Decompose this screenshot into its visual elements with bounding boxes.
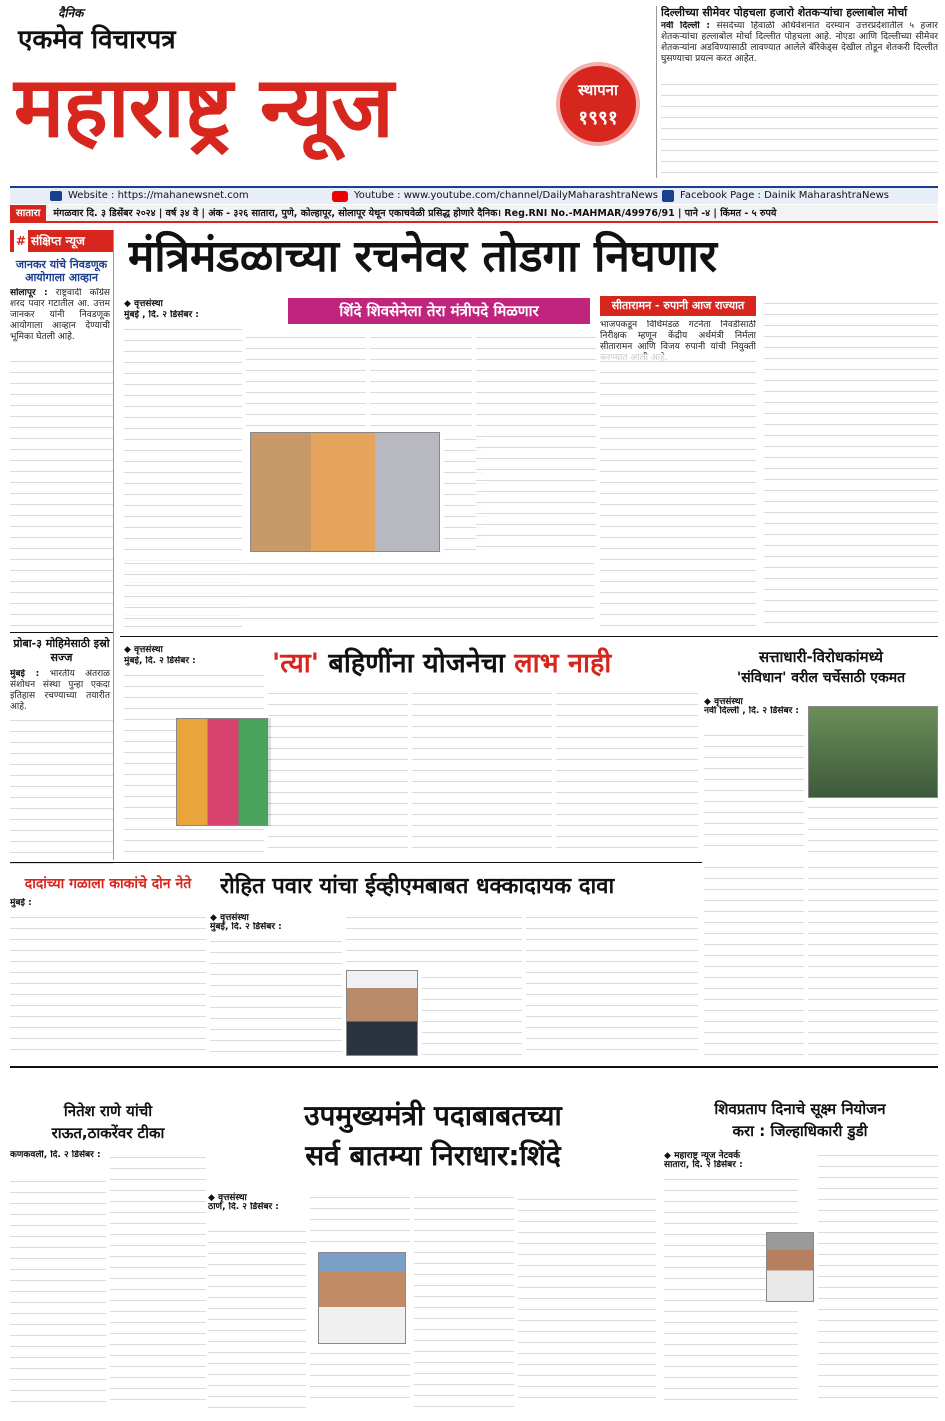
- samvidhan-column-4: [704, 860, 804, 1062]
- dateline-details: मंगळवार दि. ३ डिसेंबर २०२४ | वर्ष ३४ वे | अंक - ३२६ सातारा, पुणे, कोल्हापूर, सोलापूर येथून एकाचवेळी प्रसिद्ध होणारे दैनिक। Reg.RNI No.-MAHMAR/49976/91 | पाने -४ | किंमत - ५ रुपये: [53, 208, 777, 219]
- dada-headline: दादांच्या गळाला काकांचे दोन नेते: [24, 876, 192, 892]
- shinde-column-4: [414, 1190, 514, 1408]
- dada-dateline: मुंबई :: [10, 898, 32, 908]
- sitharaman-headline: सीतारामन - रुपानी आज राज्यात: [600, 296, 756, 316]
- rohit-dateline: मुंबई, दि. २ डिसेंबर :: [210, 922, 282, 932]
- scheme-column-3: [412, 686, 552, 856]
- bullet-icon: ◆: [124, 645, 135, 655]
- rohit-byline: ◆ वृत्तसंस्था: [210, 913, 249, 923]
- sidebar-story2-dateline: मुंबई :: [10, 669, 40, 679]
- facebook-icon: [662, 190, 674, 202]
- bullet-icon: ◆: [210, 913, 221, 923]
- website-text[interactable]: Website : https://mahanewsnet.com: [68, 190, 249, 201]
- sitharaman-body: भाजपकडून विधिमंडळ गटनेता निवडीसाठी निरीक्षक म्हणून केंद्रीय अर्थमंत्री निर्मला सीतारामन आणि विजय रुपानी यांची नियुक्ती: [600, 320, 756, 352]
- scheme-byline: ◆ वृत्तसंस्था: [124, 645, 163, 655]
- samvidhan-column-2: [808, 800, 938, 856]
- shinde-byline: ◆ वृत्तसंस्था: [208, 1193, 247, 1203]
- shivpratap-headline: [662, 1098, 938, 1142]
- rohit-headline: रोहित पवार यांचा ईव्हीएमबाबत धक्कादायक दावा: [220, 874, 615, 899]
- women-illustration: [176, 718, 271, 826]
- lead-headline: मंत्रिमंडळाच्या रचनेवर तोडगा निघणार: [128, 231, 718, 282]
- rohit-column-4: [526, 910, 698, 1058]
- shivpratap-byline: ◆ महाराष्ट्र न्यूज नेटवर्क: [664, 1151, 741, 1161]
- shivpratap-dateline: सातारा, दि. २ डिसेंबर :: [664, 1160, 743, 1170]
- shinde-headline-1: उपमुख्यमंत्री पदाबाबतच्या: [304, 1099, 562, 1132]
- bullet-icon: ◆: [124, 299, 135, 309]
- sidebar-label: # संक्षिप्त न्यूज: [10, 230, 113, 252]
- samvidhan-headline: [704, 646, 938, 688]
- parliament-photo: [808, 706, 938, 798]
- nitesh-column-1: [10, 1150, 106, 1408]
- shinde-column-2: [310, 1190, 410, 1250]
- shinde-headline-2: सर्व बातम्या निराधार:शिंदे: [305, 1139, 561, 1172]
- lead-column-wide: [124, 556, 594, 626]
- bullet-icon: ◆: [704, 697, 715, 707]
- scheme-dateline: मुंबई, दि. २ डिसेंबर :: [124, 656, 196, 666]
- hash-icon: #: [14, 230, 28, 252]
- rohit-column-3: [422, 970, 522, 1058]
- city-badge: सातारा: [10, 205, 46, 223]
- dateline-bar: [10, 205, 938, 223]
- rohit-column-1: [210, 922, 342, 1058]
- masthead: [0, 0, 650, 180]
- shivpratap-column-2: [818, 1148, 938, 1408]
- samvidhan-column-3: [808, 860, 938, 1062]
- lead-column-1: [124, 310, 242, 430]
- top-story-dateline: नवी दिल्ली :: [661, 21, 710, 31]
- scheme-headline: 'त्या' बहिणींना योजनेचा लाभ नाही: [272, 648, 612, 679]
- lead-column-2: [246, 330, 366, 430]
- youtube-text[interactable]: Youtube : www.youtube.com/channel/DailyMaharashtraNews: [354, 190, 658, 201]
- tagline: एकमेव विचारपत्र: [18, 25, 176, 55]
- nitesh-headline: [10, 1100, 206, 1144]
- dada-column-1: [10, 898, 206, 1058]
- sidebar-story2-body: भारतीय अंतराळ संशोधन संस्था पुन्हा एकदा इतिहास रचण्याच्या तयारीत आहे.: [10, 669, 110, 712]
- leaders-photo: [250, 432, 440, 552]
- registration-marks: [10, 1412, 938, 1420]
- lead-dateline: मुंबई , दि. २ डिसेंबर :: [124, 310, 199, 320]
- established-label: स्थापना: [578, 81, 618, 99]
- nitesh-headline-2: राऊत,ठाकरेंवर टीका: [51, 1124, 165, 1142]
- lead-byline: ◆ वृत्तसंस्था: [124, 299, 163, 309]
- shivpratap-headline-1: शिवप्रताप दिनाचे सूक्ष्म नियोजन: [714, 1100, 886, 1118]
- bullet-icon: ◆: [208, 1193, 219, 1203]
- top-story-body: संसदेच्या हिवाळी अधिवेशनात दरम्यान उत्तरप्रदेशातील ५ हजार शेतकऱ्यांचा हल्लाबोल मोर्चा दिल्लीत पोहचला आहे. नोएडा आणि दिल्लीच्या सीमेवर शेतकऱ्यांना अडविण्यासाठी लावण्यात आलेले बॅरिकेड्स देखील तोडून शेतकरी दिल्लीत घुसण्याचा प्रयत्न करत आहेत.: [661, 21, 938, 64]
- collector-photo: [766, 1232, 814, 1302]
- sitharaman-column-2: [764, 296, 938, 626]
- bullet-icon: ◆: [664, 1151, 675, 1161]
- nitesh-column-2: [110, 1150, 206, 1408]
- established-year: १९९१: [578, 107, 618, 129]
- samvidhan-headline-1: सत्ताधारी-विरोधकांमध्ये: [759, 648, 883, 666]
- masthead-title: महाराष्ट्र न्यूज: [14, 58, 393, 156]
- scheme-column-2: [268, 686, 408, 856]
- info-bar: [10, 186, 938, 204]
- sidebar-story2-headline: प्रोबा-३ मोहिमेसाठी इस्रो सज्ज: [13, 637, 110, 664]
- lead-column-4: [476, 330, 596, 550]
- sidebar-story1-headline: जानकर यांचे निवडणूक आयोगाला आव्हान: [15, 258, 108, 284]
- lead-column-3: [370, 330, 472, 430]
- facebook-text[interactable]: Facebook Page : Dainik MaharashtraNews: [680, 190, 889, 201]
- samvidhan-column-1: [704, 706, 804, 856]
- lead-subheadline: शिंदे शिवसेनेला तेरा मंत्रीपदे मिळणार: [288, 298, 590, 324]
- scheme-column-4: [556, 686, 698, 856]
- established-seal: [556, 62, 640, 146]
- nitesh-dateline: कणकवली, दि. २ डिसेंबर :: [10, 1150, 101, 1160]
- shinde-dateline: ठाणे, दि. २ डिसेंबर :: [208, 1202, 279, 1212]
- rohit-column-2: [346, 910, 522, 968]
- sidebar-story1-dateline: सोलापूर :: [10, 288, 48, 298]
- website-icon: [50, 191, 62, 201]
- rohit-photo: [346, 970, 418, 1056]
- samvidhan-headline-2: 'संविधान' वरील चर्चेसाठी एकमत: [736, 670, 906, 686]
- samvidhan-dateline: नवी दिल्ली , दि. २ डिसेंबर :: [704, 706, 800, 716]
- top-story: [656, 6, 938, 178]
- shinde-photo: [318, 1252, 406, 1344]
- sitharaman-column-1: [600, 320, 756, 626]
- sidebar-story1-body: राष्ट्रवादी काँग्रेस शरद पवार गटातील आ. उत्तम जानकर यांनी निवडणूक आयोगाला आव्हान देण्याची भूमिका घेतली आहे.: [10, 288, 110, 342]
- youtube-icon: [332, 191, 348, 202]
- shinde-column-5: [518, 1096, 656, 1408]
- daily-label: दैनिक: [58, 6, 84, 20]
- samvidhan-byline: ◆ वृत्तसंस्था: [704, 697, 743, 707]
- sidebar: [10, 230, 114, 860]
- shivpratap-headline-2: करा : जिल्हाधिकारी डुडी: [732, 1122, 868, 1140]
- shinde-column-1: [208, 1202, 306, 1408]
- nitesh-headline-1: नितेश राणे यांची: [63, 1102, 153, 1120]
- shinde-column-3: [310, 1346, 410, 1408]
- top-story-headline: दिल्लीच्या सीमेवर पोहचला हजारो शेतकऱ्यांचा हल्लाबोल मोर्चा: [661, 6, 908, 19]
